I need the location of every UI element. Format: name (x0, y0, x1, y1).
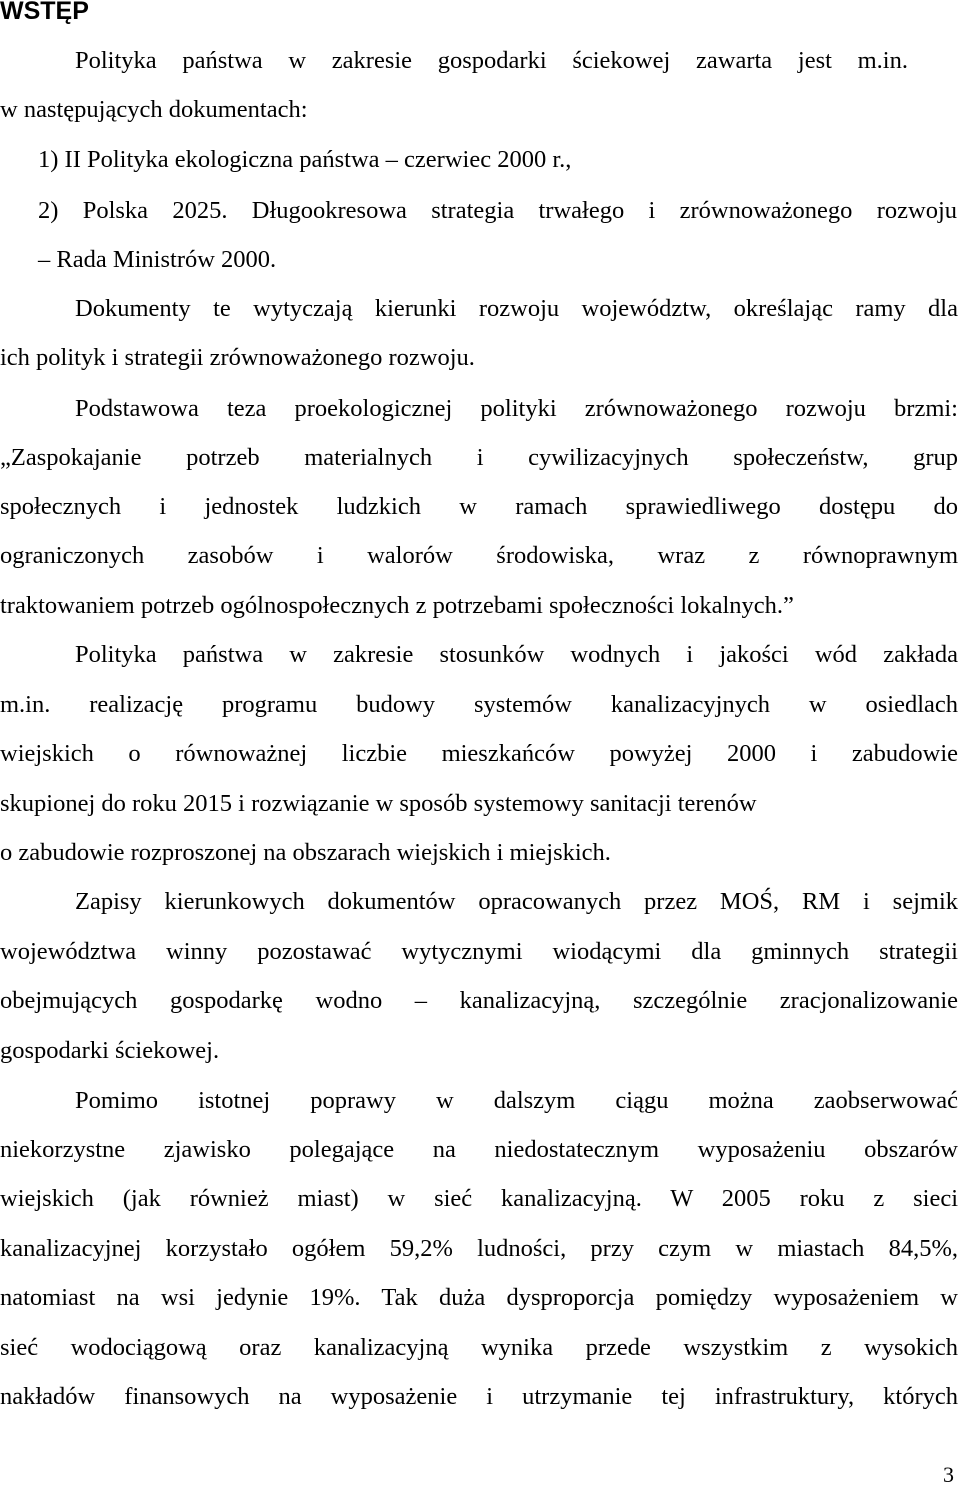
list-item-continuation: – Rada Ministrów 2000. (38, 246, 277, 273)
text-line: Podstawowa teza proekologicznej polityki zrównoważonego rozwoju brzmi: (75, 395, 958, 422)
text-line: nakładów finansowych na wyposażenie i utrzymanie tej infrastruktury, których (0, 1383, 958, 1410)
text-line: województwa winny pozostawać wytycznymi wiodącymi dla gminnych strategii (0, 938, 958, 965)
text-line: kanalizacyjnej korzystało ogółem 59,2% ludności, przy czym w miastach 84,5%, (0, 1235, 958, 1262)
text-line: Dokumenty te wytyczają kierunki rozwoju województw, określając ramy dla (75, 295, 958, 322)
text-line: skupionej do roku 2015 i rozwiązanie w sposób systemowy sanitacji terenów (0, 790, 757, 817)
text-line: w następujących dokumentach: (0, 96, 308, 123)
text-line: gospodarki ściekowej. (0, 1037, 220, 1064)
text-line: o zabudowie rozproszonej na obszarach wiejskich i miejskich. (0, 839, 611, 866)
page-number: 3 (943, 1462, 954, 1487)
text-line: Polityka państwa w zakresie gospodarki ściekowej zawarta jest m.in. (75, 47, 908, 74)
text-line: społecznych i jednostek ludzkich w ramach sprawiedliwego dostępu do (0, 493, 958, 520)
text-line: m.in. realizację programu budowy systemów kanalizacyjnych w osiedlach (0, 691, 958, 718)
text-line: wiejskich (jak również miast) w sieć kanalizacyjną. W 2005 roku z sieci (0, 1185, 958, 1212)
text-line: Zapisy kierunkowych dokumentów opracowanych przez MOŚ, RM i sejmik (75, 888, 958, 915)
text-line: natomiast na wsi jedynie 19%. Tak duża dysproporcja pomiędzy wyposażeniem w (0, 1284, 958, 1311)
text-line: niekorzystne zjawisko polegające na niedostatecznym wyposażeniu obszarów (0, 1136, 958, 1163)
text-line: wiejskich o równoważnej liczbie mieszkańców powyżej 2000 i zabudowie (0, 740, 958, 767)
text-line: ich polityk i strategii zrównoważonego rozwoju. (0, 344, 475, 371)
text-line: obejmujących gospodarkę wodno – kanalizacyjną, szczególnie zracjonalizowanie (0, 987, 958, 1014)
list-item: 2) Polska 2025. Długookresowa strategia trwałego i zrównoważonego rozwoju (38, 197, 957, 224)
text-line: sieć wodociągową oraz kanalizacyjną wynika przede wszystkim z wysokich (0, 1334, 958, 1361)
list-item: 1) II Polityka ekologiczna państwa – czerwiec 2000 r., (38, 146, 572, 173)
text-line: Polityka państwa w zakresie stosunków wodnych i jakości wód zakłada (75, 641, 958, 668)
text-line: Pomimo istotnej poprawy w dalszym ciągu można zaobserwować (75, 1087, 958, 1114)
text-line: ograniczonych zasobów i walorów środowiska, wraz z równoprawnym (0, 542, 958, 569)
section-heading: WSTĘP (0, 0, 89, 25)
text-line: traktowaniem potrzeb ogólnospołecznych z potrzebami społeczności lokalnych.” (0, 592, 794, 619)
text-line: „Zaspokajanie potrzeb materialnych i cywilizacyjnych społeczeństw, grup (0, 444, 958, 471)
